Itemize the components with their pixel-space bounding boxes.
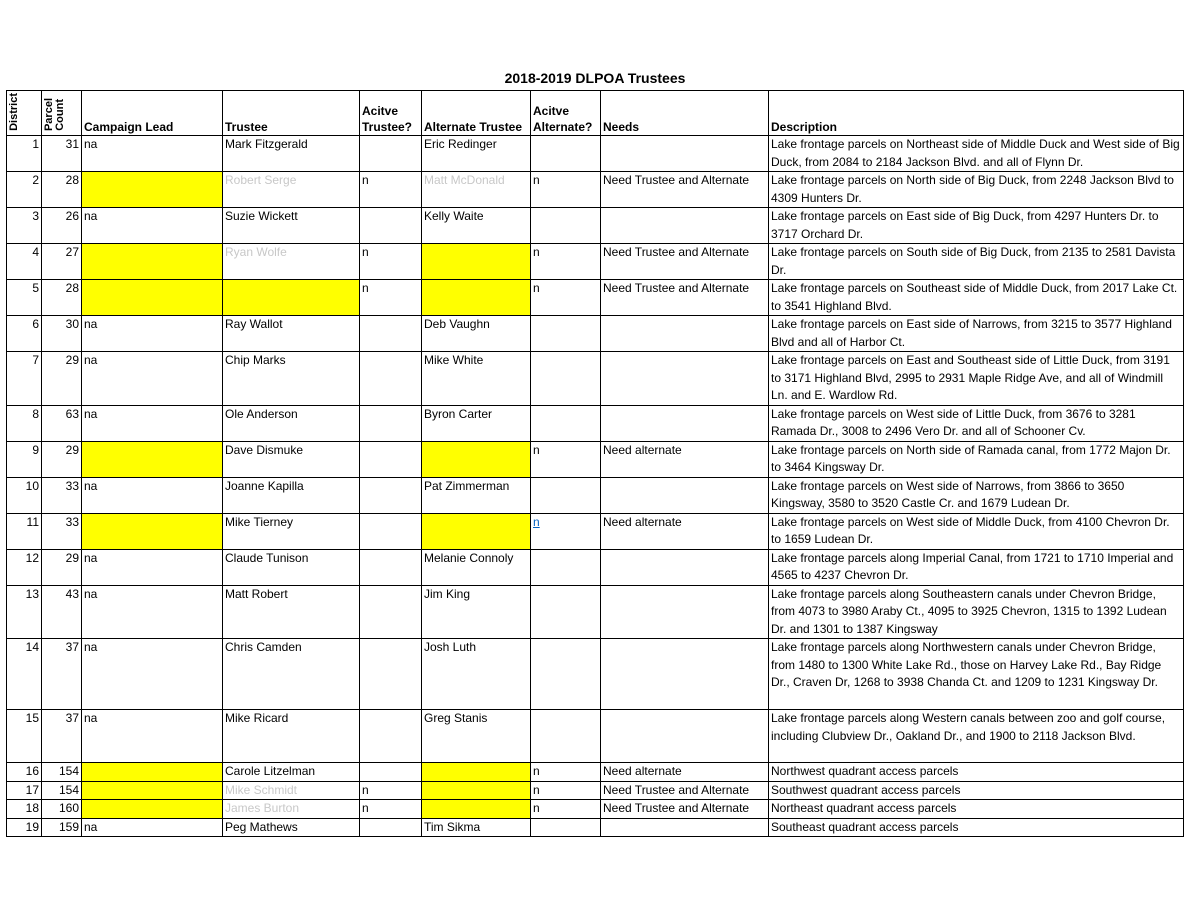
trustee-cell: Carole Litzelman (223, 763, 360, 782)
description-cell: Lake frontage parcels on West side of Narrows, from 3866 to 3650 Kingsway, 3580 to 3520 Castle Cr. and 1679 Ludean Dr. (769, 477, 1184, 513)
table-row (7, 763, 1184, 782)
campaign-lead-cell (82, 800, 223, 819)
trustee-cell: Chris Camden (223, 639, 360, 710)
table-row (7, 781, 1184, 800)
campaign-lead-cell: na (82, 549, 223, 585)
district-cell: 10 (7, 477, 42, 513)
district-cell: 11 (7, 513, 42, 549)
active-alternate-cell: n (531, 781, 601, 800)
active-alternate-cell: n (531, 244, 601, 280)
header-active-trustee: Acitve Trustee? (360, 91, 422, 136)
active-trustee-cell (360, 405, 422, 441)
trustee-cell: Joanne Kapilla (223, 477, 360, 513)
trustee-cell: Ryan Wolfe (223, 244, 360, 280)
active-trustee-cell (360, 477, 422, 513)
parcel-count-cell: 30 (42, 316, 82, 352)
needs-cell (601, 818, 769, 837)
alternate-trustee-cell: Kelly Waite (422, 208, 531, 244)
campaign-lead-cell (82, 513, 223, 549)
campaign-lead-cell: na (82, 639, 223, 710)
campaign-lead-cell (82, 441, 223, 477)
active-alternate-cell (531, 208, 601, 244)
alternate-trustee-cell: Jim King (422, 585, 531, 639)
active-trustee-cell (360, 710, 422, 763)
campaign-lead-cell: na (82, 316, 223, 352)
parcel-count-cell: 37 (42, 639, 82, 710)
needs-cell (601, 585, 769, 639)
active-alternate-cell (531, 405, 601, 441)
header-trustee: Trustee (223, 91, 360, 136)
district-cell: 15 (7, 710, 42, 763)
description-cell: Lake frontage parcels along Western canals between zoo and golf course, including Clubview Dr., Oakland Dr., and 1900 to 2118 Jackson Blvd. (769, 710, 1184, 763)
active-trustee-cell (360, 316, 422, 352)
parcel-count-cell: 28 (42, 280, 82, 316)
parcel-count-cell: 154 (42, 763, 82, 782)
active-alternate-cell: n (531, 280, 601, 316)
parcel-count-cell: 43 (42, 585, 82, 639)
active-trustee-cell: n (360, 244, 422, 280)
trustee-cell: Ole Anderson (223, 405, 360, 441)
description-cell: Lake frontage parcels on East and Southeast side of Little Duck, from 3191 to 3171 Highland Blvd, 2995 to 2931 Maple Ridge Ave, and all of Windmill Ln. and E. Wardlow Rd. (769, 352, 1184, 406)
description-cell: Lake frontage parcels on North side of Big Duck, from 2248 Jackson Blvd to 4309 Hunters Dr. (769, 172, 1184, 208)
alternate-trustee-cell: Melanie Connoly (422, 549, 531, 585)
active-alternate-cell (531, 513, 601, 549)
active-trustee-cell (360, 352, 422, 406)
active-alternate-cell (531, 639, 601, 710)
active-trustee-cell: n (360, 280, 422, 316)
table-row (7, 710, 1184, 763)
parcel-count-cell: 37 (42, 710, 82, 763)
trustee-cell: Dave Dismuke (223, 441, 360, 477)
table-row (7, 441, 1184, 477)
parcel-count-cell: 63 (42, 405, 82, 441)
needs-cell (601, 316, 769, 352)
parcel-count-cell: 154 (42, 781, 82, 800)
campaign-lead-cell: na (82, 208, 223, 244)
active-trustee-cell (360, 513, 422, 549)
active-trustee-cell (360, 136, 422, 172)
table-row (7, 800, 1184, 819)
table-row (7, 208, 1184, 244)
active-alternate-cell (531, 585, 601, 639)
trustee-cell: Suzie Wickett (223, 208, 360, 244)
district-cell: 7 (7, 352, 42, 406)
alternate-trustee-cell (422, 800, 531, 819)
active-alternate-cell (531, 316, 601, 352)
header-active-alternate: Acitve Alternate? (531, 91, 601, 136)
table-row (7, 513, 1184, 549)
district-cell: 9 (7, 441, 42, 477)
needs-cell (601, 136, 769, 172)
active-alternate-cell: n (531, 800, 601, 819)
campaign-lead-cell (82, 763, 223, 782)
trustee-cell: Ray Wallot (223, 316, 360, 352)
campaign-lead-cell: na (82, 136, 223, 172)
description-cell: Lake frontage parcels on South side of Big Duck, from 2135 to 2581 Davista Dr. (769, 244, 1184, 280)
needs-cell: Need Trustee and Alternate (601, 781, 769, 800)
page-title: 2018-2019 DLPOA Trustees (504, 70, 686, 86)
active-trustee-cell (360, 585, 422, 639)
needs-cell: Need Trustee and Alternate (601, 172, 769, 208)
needs-cell (601, 639, 769, 710)
trustee-cell: Robert Serge (223, 172, 360, 208)
needs-cell: Need Trustee and Alternate (601, 280, 769, 316)
description-cell: Lake frontage parcels along Southeastern canals under Chevron Bridge, from 4073 to 3980 Araby Ct., 4095 to 3925 Chevron, 1315 to 1392 Ludean Dr. and 1301 to 1387 Kingsway (769, 585, 1184, 639)
parcel-count-cell: 29 (42, 441, 82, 477)
active-alternate-cell (531, 136, 601, 172)
trustee-cell: Matt Robert (223, 585, 360, 639)
district-cell: 17 (7, 781, 42, 800)
alternate-trustee-cell (422, 781, 531, 800)
active-trustee-cell (360, 549, 422, 585)
parcel-count-cell: 160 (42, 800, 82, 819)
header-needs: Needs (601, 91, 769, 136)
description-cell: Lake frontage parcels on North side of Ramada canal, from 1772 Majon Dr. to 3464 Kingsway Dr. (769, 441, 1184, 477)
table-row (7, 316, 1184, 352)
table-row (7, 585, 1184, 639)
district-cell: 1 (7, 136, 42, 172)
description-cell: Lake frontage parcels on West side of Middle Duck, from 4100 Chevron Dr. to 1659 Ludean Dr. (769, 513, 1184, 549)
description-cell: Lake frontage parcels on East side of Big Duck, from 4297 Hunters Dr. to 3717 Orchard Dr. (769, 208, 1184, 244)
table-row (7, 477, 1184, 513)
alternate-trustee-cell: Tim Sikma (422, 818, 531, 837)
active-alternate-cell (531, 818, 601, 837)
alternate-trustee-cell: Mike White (422, 352, 531, 406)
parcel-count-cell: 27 (42, 244, 82, 280)
district-cell: 13 (7, 585, 42, 639)
trustee-cell: James Burton (223, 800, 360, 819)
needs-cell (601, 710, 769, 763)
description-cell: Lake frontage parcels on Southeast side of Middle Duck, from 2017 Lake Ct. to 3541 Highland Blvd. (769, 280, 1184, 316)
parcel-count-cell: 33 (42, 477, 82, 513)
header-description: Description (769, 91, 1184, 136)
trustee-cell: Chip Marks (223, 352, 360, 406)
campaign-lead-cell (82, 172, 223, 208)
description-cell: Lake frontage parcels on East side of Narrows, from 3215 to 3577 Highland Blvd and all of Harbor Ct. (769, 316, 1184, 352)
parcel-count-cell: 29 (42, 352, 82, 406)
campaign-lead-cell (82, 781, 223, 800)
campaign-lead-cell: na (82, 585, 223, 639)
trustee-cell: Mark Fitzgerald (223, 136, 360, 172)
district-cell: 8 (7, 405, 42, 441)
header-district: District (7, 91, 42, 136)
trustee-cell: Mike Schmidt (223, 781, 360, 800)
campaign-lead-cell (82, 280, 223, 316)
needs-cell (601, 208, 769, 244)
description-cell: Lake frontage parcels on West side of Little Duck, from 3676 to 3281 Ramada Dr., 3008 to 2496 Vero Dr. and all of Schooner Cv. (769, 405, 1184, 441)
campaign-lead-cell: na (82, 352, 223, 406)
active-alternate-cell: n (531, 441, 601, 477)
parcel-count-cell: 28 (42, 172, 82, 208)
district-cell: 18 (7, 800, 42, 819)
active-trustee-cell (360, 818, 422, 837)
active-alternate-cell (531, 710, 601, 763)
alternate-trustee-cell: Matt McDonald (422, 172, 531, 208)
alternate-trustee-cell (422, 280, 531, 316)
active-trustee-cell (360, 639, 422, 710)
trustee-cell: Mike Tierney (223, 513, 360, 549)
alternate-trustee-cell (422, 763, 531, 782)
parcel-count-cell: 29 (42, 549, 82, 585)
alternate-trustee-cell: Josh Luth (422, 639, 531, 710)
campaign-lead-cell: na (82, 405, 223, 441)
active-alternate-cell (531, 477, 601, 513)
alternate-trustee-cell (422, 441, 531, 477)
alternate-trustee-cell: Pat Zimmerman (422, 477, 531, 513)
campaign-lead-cell (82, 244, 223, 280)
description-cell: Southeast quadrant access parcels (769, 818, 1184, 837)
district-cell: 14 (7, 639, 42, 710)
table-row (7, 549, 1184, 585)
alternate-trustee-cell (422, 513, 531, 549)
needs-cell: Need alternate (601, 513, 769, 549)
description-cell: Lake frontage parcels along Imperial Canal, from 1721 to 1710 Imperial and 4565 to 4237 Chevron Dr. (769, 549, 1184, 585)
description-cell: Lake frontage parcels along Northwestern canals under Chevron Bridge, from 1480 to 1300 White Lake Rd., those on Harvey Lake Rd., Bay Ridge Dr., Craven Dr, 1268 to 3938 Chanda Ct. and 1209 to 1231 Kingsway Dr. (769, 639, 1184, 710)
description-cell: Southwest quadrant access parcels (769, 781, 1184, 800)
parcel-count-cell: 33 (42, 513, 82, 549)
needs-cell (601, 352, 769, 406)
active-trustee-cell: n (360, 800, 422, 819)
trustee-cell: Claude Tunison (223, 549, 360, 585)
table-row (7, 244, 1184, 280)
district-cell: 4 (7, 244, 42, 280)
campaign-lead-cell: na (82, 477, 223, 513)
header-row (7, 91, 1184, 136)
parcel-count-cell: 26 (42, 208, 82, 244)
table-row (7, 280, 1184, 316)
active-trustee-cell: n (360, 172, 422, 208)
alternate-trustee-cell: Byron Carter (422, 405, 531, 441)
needs-cell (601, 405, 769, 441)
district-cell: 2 (7, 172, 42, 208)
header-parcel-count: ParcelCount (42, 91, 82, 136)
alternate-trustee-cell: Greg Stanis (422, 710, 531, 763)
needs-cell: Need alternate (601, 441, 769, 477)
active-alternate-cell (531, 549, 601, 585)
needs-cell: Need Trustee and Alternate (601, 244, 769, 280)
district-cell: 12 (7, 549, 42, 585)
campaign-lead-cell: na (82, 818, 223, 837)
description-cell: Northwest quadrant access parcels (769, 763, 1184, 782)
trustee-cell: Peg Mathews (223, 818, 360, 837)
table-row (7, 818, 1184, 837)
active-trustee-cell (360, 441, 422, 477)
district-cell: 6 (7, 316, 42, 352)
description-cell: Lake frontage parcels on Northeast side of Middle Duck and West side of Big Duck, from 2084 to 2184 Jackson Blvd. and all of Flynn Dr. (769, 136, 1184, 172)
parcel-count-cell: 31 (42, 136, 82, 172)
active-alternate-cell (531, 352, 601, 406)
active-trustee-cell: n (360, 781, 422, 800)
needs-cell (601, 477, 769, 513)
active-trustee-cell (360, 208, 422, 244)
trustee-cell: Mike Ricard (223, 710, 360, 763)
alternate-trustee-cell: Eric Redinger (422, 136, 531, 172)
district-cell: 19 (7, 818, 42, 837)
district-cell: 5 (7, 280, 42, 316)
active-alternate-cell: n (531, 172, 601, 208)
alternate-trustee-cell (422, 244, 531, 280)
district-cell: 3 (7, 208, 42, 244)
table-row (7, 352, 1184, 406)
header-alternate-trustee: Alternate Trustee (422, 91, 531, 136)
campaign-lead-cell: na (82, 710, 223, 763)
needs-cell (601, 549, 769, 585)
trustee-cell (223, 280, 360, 316)
district-cell: 16 (7, 763, 42, 782)
alternate-trustee-cell: Deb Vaughn (422, 316, 531, 352)
trustees-table (6, 90, 1184, 837)
active-alternate-cell: n (531, 763, 601, 782)
needs-cell: Need Trustee and Alternate (601, 800, 769, 819)
header-campaign-lead: Campaign Lead (82, 91, 223, 136)
table-row (7, 136, 1184, 172)
table-row (7, 172, 1184, 208)
table-row (7, 639, 1184, 710)
table-row (7, 405, 1184, 441)
active-trustee-cell (360, 763, 422, 782)
active-alternate-link[interactable]: n (533, 514, 540, 529)
description-cell: Northeast quadrant access parcels (769, 800, 1184, 819)
needs-cell: Need alternate (601, 763, 769, 782)
parcel-count-cell: 159 (42, 818, 82, 837)
